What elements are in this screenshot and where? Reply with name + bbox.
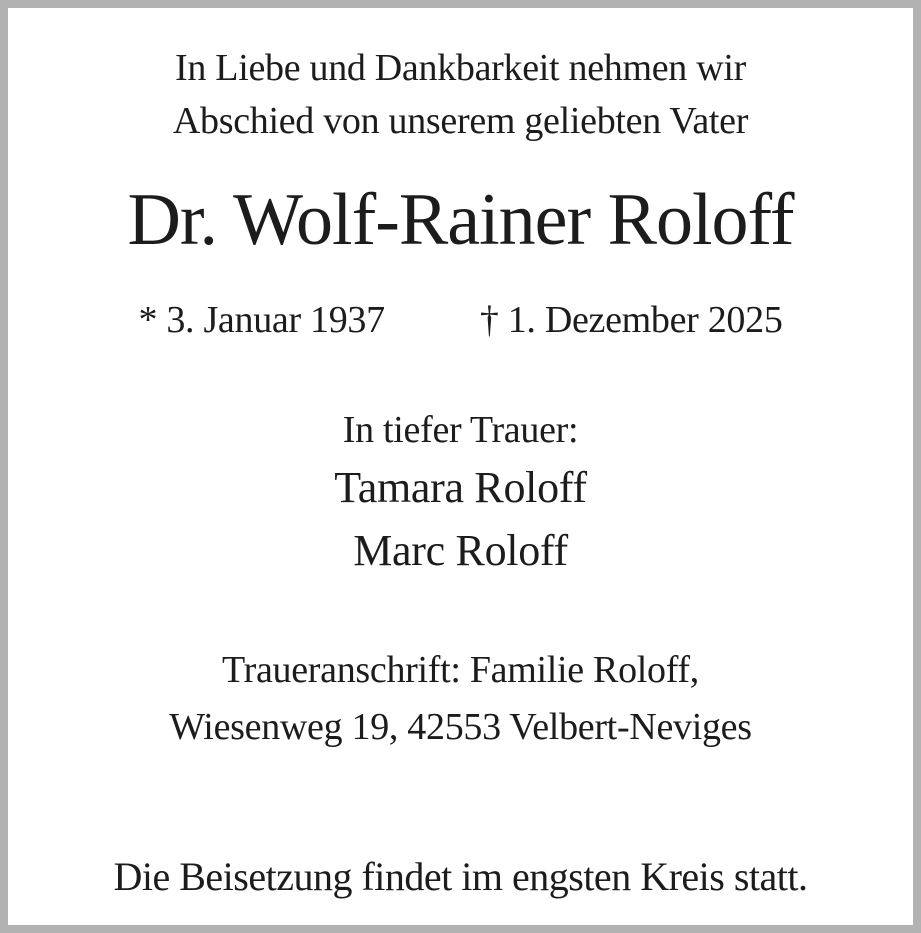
mourning-header: In tiefer Trauer:	[342, 409, 579, 451]
condolence-address	[8, 642, 913, 756]
intro-line-2: Abschied von unserem geliebten Vater	[172, 100, 749, 142]
deceased-name: Dr. Wolf-Rainer Roloff	[127, 179, 794, 261]
birth-date: * 3. Januar 1937	[138, 299, 385, 341]
intro-text	[8, 42, 913, 148]
death-date: † 1. Dezember 2025	[479, 299, 783, 341]
condolence-address-line-1: Traueranschrift: Familie Roloff,	[222, 649, 699, 691]
condolence-address-line-2: Wiesenweg 19, 42553 Velbert-Neviges	[169, 706, 752, 748]
intro-line-1: In Liebe und Dankbarkeit nehmen wir	[175, 47, 746, 89]
mourner-name: Tamara Roloff	[334, 463, 587, 512]
life-dates	[8, 298, 913, 342]
funeral-notice: Die Beisetzung findet im engsten Kreis statt.	[113, 854, 808, 899]
mourner-name: Marc Roloff	[353, 526, 568, 575]
